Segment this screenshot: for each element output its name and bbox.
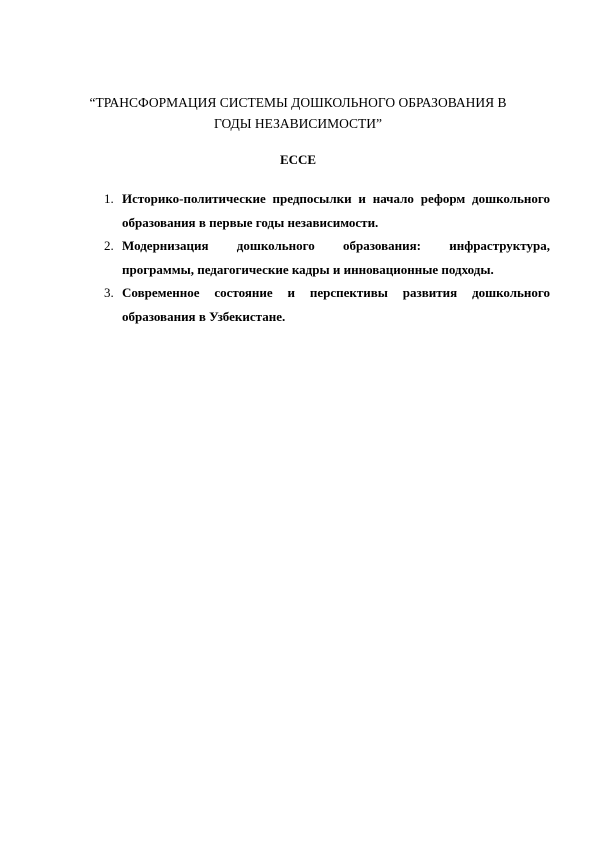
contents-item-text: Историко-политические предпосылки и начало реформ дошкольного образования в первые годы независимости.: [122, 191, 550, 230]
document-subtitle: ЕССЕ: [279, 152, 317, 167]
contents-item-text: Модернизация дошкольного образования: инфраструктура, программы, педагогические кадры и инновационные подходы.: [122, 238, 550, 277]
contents-item: [104, 234, 550, 281]
contents-item-number: 1.: [104, 191, 114, 206]
contents-item: [104, 281, 550, 328]
contents-item-text: Современное состояние и перспективы развития дошкольного образования в Узбекистане.: [122, 285, 550, 324]
contents-item: [104, 187, 550, 234]
document-title: “ТРАНСФОРМАЦИЯ СИСТЕМЫ ДОШКОЛЬНОГО ОБРАЗОВАНИЯ В ГОДЫ НЕЗАВИСИМОСТИ”: [89, 95, 507, 131]
contents-item-number: 3.: [104, 285, 114, 300]
contents-item-number: 2.: [104, 238, 114, 253]
contents-list: [104, 187, 550, 328]
